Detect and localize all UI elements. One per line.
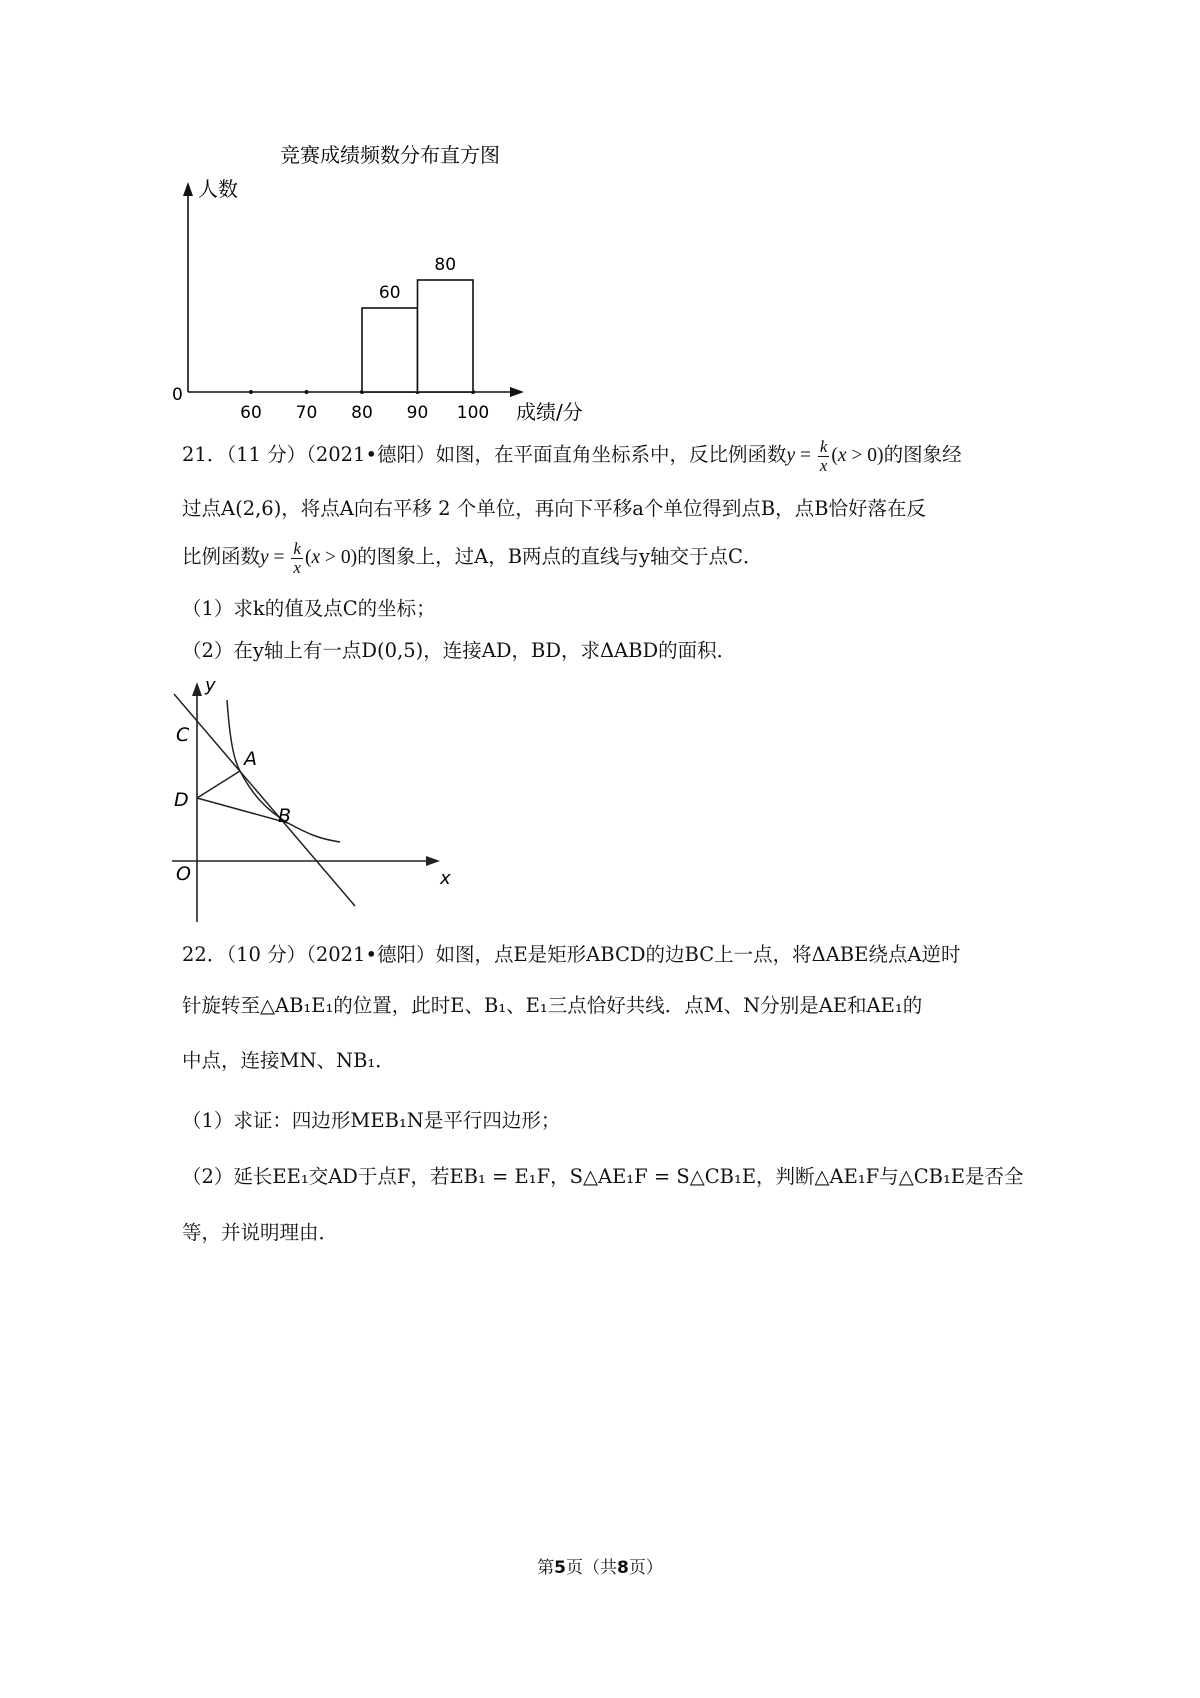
page-footer — [0, 1553, 1200, 1578]
x-tick-label: 60 — [240, 403, 262, 423]
q21-line3 — [182, 540, 762, 577]
x-tick-label: 100 — [456, 403, 490, 423]
footer-total-pages: 8 — [617, 1558, 629, 1578]
footer-middle: 页（共 — [566, 1558, 617, 1578]
bar-value-label: 60 — [378, 283, 401, 303]
label-C: C — [176, 724, 190, 746]
histogram-chart — [160, 138, 620, 438]
fig-y-arrow — [192, 682, 202, 696]
q21-function-inline-2: y = $\frac{k}{x}$ (x > 0) — [260, 539, 358, 577]
x-axis-label: 成绩/分 — [516, 400, 583, 424]
q22-line3: 中点，连接MN、NB₁． — [182, 1049, 395, 1072]
q21-part2: （2）在y轴上有一点D(0,5)，连接AD，BD，求ΔABD的面积． — [182, 639, 737, 662]
q21-figure — [160, 672, 480, 932]
label-O: O — [176, 863, 191, 885]
label-B: B — [278, 805, 292, 827]
x-axis-arrow — [510, 387, 524, 397]
q22-line2: 针旋转至△AB₁E₁的位置，此时E、B₁、E₁三点恰好共线．点M、N分别是AE和AE₁的 — [182, 994, 923, 1017]
origin-label: 0 — [172, 385, 183, 405]
q21-line1-text: 21．（11 分）（2021•德阳）如图，在平面直角坐标系中，反比例函数 — [182, 442, 787, 466]
q21-line1-end: 的图象经 — [883, 442, 962, 466]
q21-line2: 过点A(2,6)，将点A向右平移 2 个单位，再向下平移a个单位得到点B，点B恰好落在反 — [182, 497, 926, 520]
footer-prefix: 第 — [537, 1558, 555, 1578]
q21-part1: （1）求k的值及点C的坐标； — [182, 597, 436, 620]
x-tick-mark — [249, 390, 253, 394]
q21-line3-text: 比例函数 — [182, 544, 261, 568]
label-x: x — [440, 868, 451, 889]
y-axis-arrow — [183, 182, 193, 196]
q22-line1: 22．（10 分）（2021•德阳）如图，点E是矩形ABCD的边BC上一点，将ΔABE绕点A逆时 — [182, 943, 961, 966]
label-A: A — [244, 748, 257, 770]
x-tick-label: 80 — [351, 403, 373, 423]
chart-title: 竞赛成绩频数分布直方图 — [280, 143, 500, 167]
label-y: y — [205, 675, 216, 696]
label-D: D — [174, 789, 189, 811]
fig-x-arrow — [426, 856, 440, 866]
footer-page-number: 5 — [554, 1558, 566, 1578]
q22-part2-end: 等，并说明理由． — [182, 1221, 339, 1244]
line-CAB — [174, 694, 355, 906]
q22-part1: （1）求证：四边形MEB₁N是平行四边形； — [182, 1109, 561, 1132]
histogram-bar — [418, 280, 474, 392]
q22-part2: （2）延长EE₁交AD于点F，若EB₁ = E₁F，S△AE₁F = S△CB₁E，判断△AE₁F与△CB₁E是否全 — [182, 1165, 1024, 1188]
bar-value-label: 80 — [434, 255, 457, 275]
segment-DA — [197, 771, 240, 798]
footer-suffix: 页） — [628, 1558, 663, 1578]
q21-line3-end: 的图象上，过A，B两点的直线与y轴交于点C． — [357, 544, 763, 568]
histogram-bar — [362, 308, 418, 392]
y-axis-label: 人数 — [198, 177, 238, 201]
q21-line1 — [182, 438, 962, 475]
x-tick-mark — [305, 390, 309, 394]
q21-function-inline: y = $\frac{k}{x}$ (x > 0) — [786, 437, 884, 475]
x-tick-label: 70 — [295, 403, 318, 423]
x-tick-label: 90 — [406, 403, 429, 423]
